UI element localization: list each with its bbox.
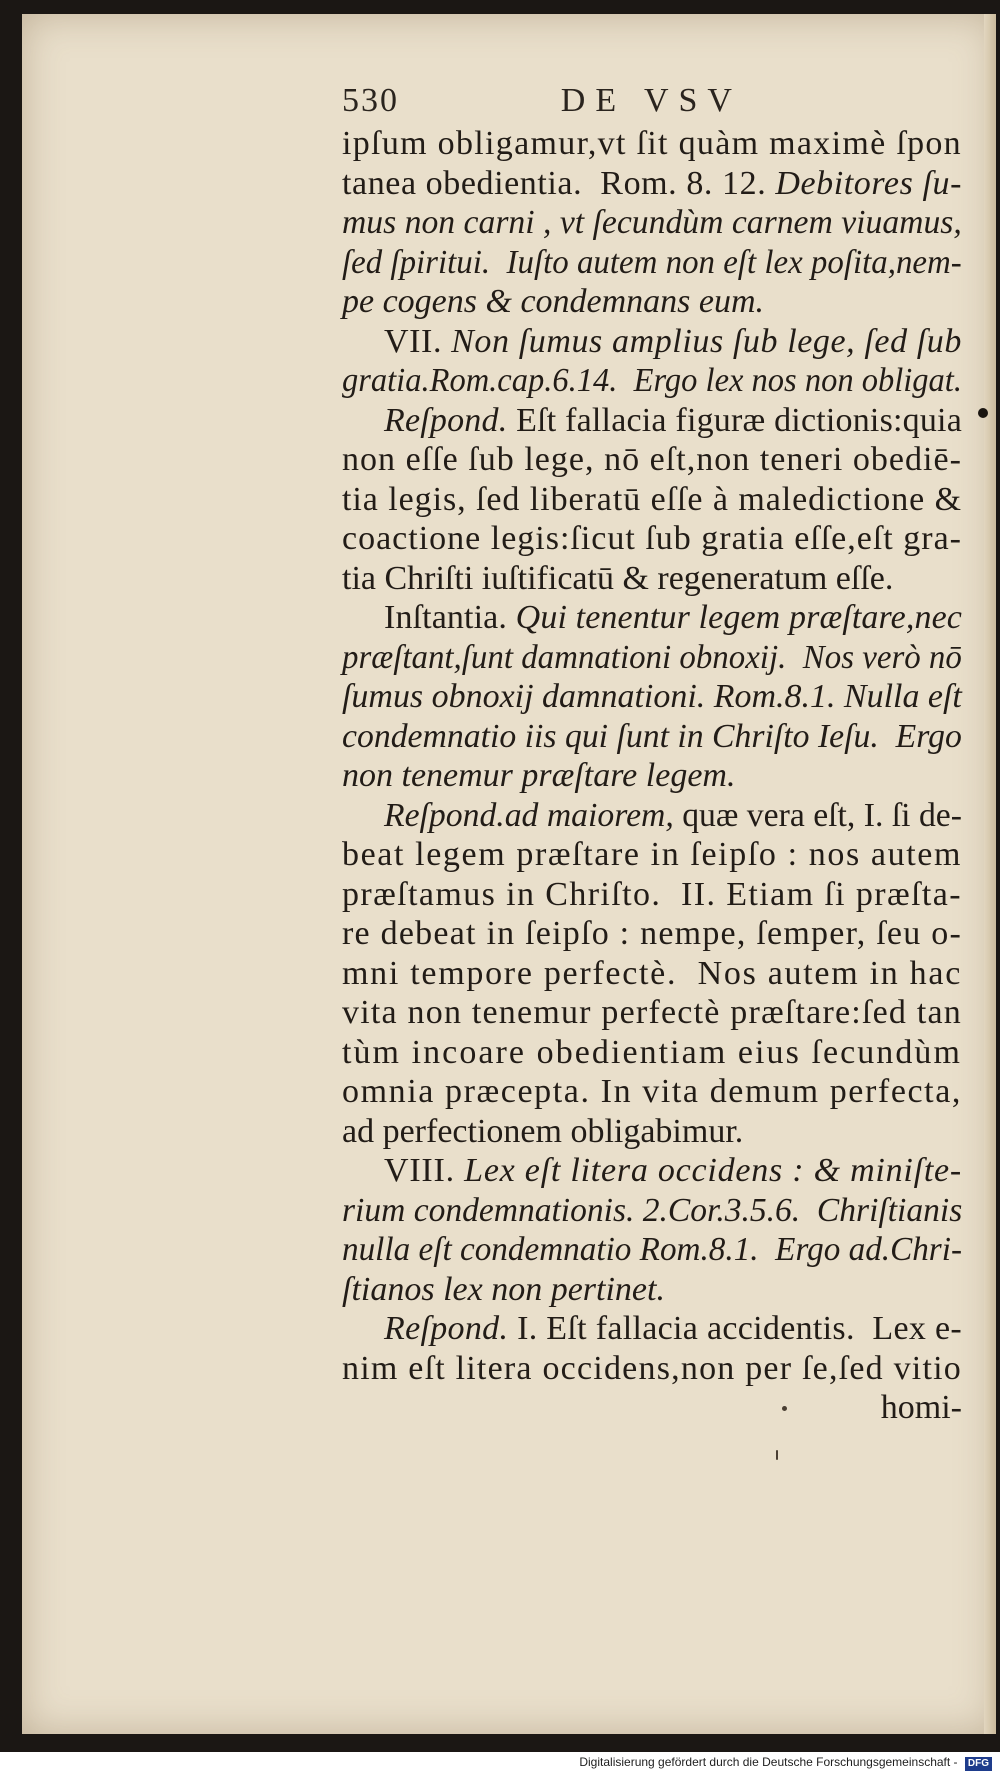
roman-text: ipſum obligamur,vt ſit quàm maximè ſpon — [342, 125, 962, 162]
roman-text: præſtamus in Chriſto. II. Etiam ſi præſta- — [342, 875, 962, 913]
text-line — [342, 361, 962, 401]
text-line — [342, 243, 962, 283]
text-line — [342, 164, 962, 204]
ink-speck — [782, 1406, 787, 1411]
roman-text: non eſſe ſub lege, nō eſt,non teneri obediē- — [342, 441, 962, 478]
roman-text: Eſt fallacia figuræ dictionis:quia — [507, 401, 963, 439]
text-line — [342, 401, 962, 441]
text-line — [342, 1191, 962, 1231]
line-content — [384, 1151, 962, 1191]
text-line — [342, 322, 962, 362]
italic-text: non tenemur præſtare legem. — [342, 757, 736, 794]
line-content — [342, 914, 962, 954]
italic-text: præſtant,ſunt damnationi obnoxij. Nos verò nō — [342, 638, 962, 676]
line-content — [342, 361, 962, 401]
roman-text: beat legem præſtare in ſeipſo : nos autem — [342, 836, 962, 873]
line-content — [384, 796, 962, 836]
line-content — [342, 677, 962, 717]
margin-mark — [978, 408, 988, 418]
line-content — [384, 401, 962, 441]
italic-text: Reſpond.ad maiorem, — [384, 796, 674, 834]
line-content — [342, 519, 962, 559]
roman-text: VII. — [384, 322, 452, 360]
page-number: 530 — [342, 82, 399, 119]
italic-text: ſed ſpiritui. Iuſto autem non eſt lex poſita,nem- — [342, 243, 962, 281]
line-content — [342, 559, 893, 599]
line-content — [342, 875, 962, 915]
line-content — [342, 756, 735, 796]
line-content — [342, 717, 962, 757]
text-line — [342, 993, 962, 1033]
text-line — [342, 1072, 962, 1112]
text-line — [342, 440, 962, 480]
text-line — [342, 1349, 962, 1389]
roman-text: tia legis, ſed liberatū eſſe à maledictione & — [342, 480, 962, 518]
text-line — [342, 203, 962, 243]
line-content — [342, 1191, 962, 1231]
italic-text: ſumus obnoxij damnationi. Rom.8.1. Nulla eſt — [342, 678, 962, 715]
roman-text: vita non tenemur perfectè præſtare:ſed tan — [342, 994, 962, 1031]
text-line — [342, 282, 962, 322]
roman-text: VIII. — [384, 1152, 465, 1189]
italic-text: Non ſumus amplius ſub lege, ſed ſub — [451, 322, 962, 360]
running-head: DE VSV — [560, 82, 742, 119]
roman-text: tanea obedientia. Rom. 8. 12. — [342, 164, 776, 202]
italic-text: nulla eſt condemnatio Rom.8.1. Ergo ad.Chri- — [342, 1231, 963, 1268]
italic-text: Reſpond. — [384, 1310, 509, 1347]
roman-text: Inſtantia. — [384, 599, 516, 636]
text-line — [342, 480, 962, 520]
line-content — [342, 124, 962, 164]
text-line — [342, 598, 962, 638]
roman-text: re debeat in ſeipſo : nempe, ſemper, ſeu o- — [342, 915, 962, 952]
text-line — [342, 796, 962, 836]
text-line — [342, 1270, 962, 1310]
italic-text: pe cogens & condemnans eum. — [342, 283, 765, 320]
line-content — [342, 835, 962, 875]
line-content — [342, 1230, 962, 1270]
line-content — [342, 243, 962, 283]
line-content — [342, 1270, 665, 1310]
italic-text: mus non carni , vt ſecundùm carnem viuamus, — [342, 204, 962, 241]
line-content — [384, 598, 962, 638]
line-content — [342, 1349, 962, 1389]
text-line — [342, 1033, 962, 1073]
italic-text: Reſpond. — [384, 401, 508, 439]
ink-speck — [776, 1450, 778, 1460]
footer-text: Digitalisierung gefördert durch die Deutsche Forschungsgemeinschaft - — [579, 1755, 958, 1769]
italic-text: ſtianos lex non pertinet. — [342, 1270, 665, 1308]
text-line — [342, 835, 962, 875]
line-content — [342, 480, 962, 520]
text-line — [342, 1112, 962, 1152]
italic-text: rium condemnationis. 2.Cor.3.5.6. Chriſtianis — [342, 1191, 963, 1229]
roman-text: nim eſt litera occidens,non per ſe,ſed vitio — [342, 1349, 962, 1387]
line-content — [342, 1033, 962, 1073]
line-content — [342, 954, 962, 994]
page-edge — [984, 14, 996, 1734]
page-header — [342, 82, 762, 120]
roman-text: tùm incoare obedientiam eius ſecundùm — [342, 1033, 962, 1071]
line-content — [881, 1388, 962, 1428]
text-line — [342, 124, 962, 164]
text-line — [342, 559, 962, 599]
roman-text: homi- — [880, 1389, 962, 1426]
text-line — [342, 756, 962, 796]
roman-text: tia Chriſti iuſtificatū & regeneratum eſſe. — [342, 559, 894, 597]
line-content — [342, 1072, 962, 1112]
italic-text: gratia.Rom.cap.6.14. Ergo lex nos non obligat. — [342, 362, 962, 399]
text-line — [342, 519, 962, 559]
line-content — [384, 322, 962, 362]
italic-text: Lex eſt litera occidens : & miniſte- — [464, 1152, 962, 1189]
text-line — [342, 638, 962, 678]
text-line — [342, 1151, 962, 1191]
line-content — [384, 1309, 962, 1349]
line-content — [342, 164, 962, 204]
text-line — [342, 954, 962, 994]
line-content — [342, 1112, 743, 1152]
roman-text: quæ vera eſt, I. ſi de- — [673, 796, 962, 834]
text-line — [342, 1230, 962, 1270]
text-line — [342, 717, 962, 757]
italic-text: Qui tenentur legem præſtare,nec — [515, 599, 963, 636]
dfg-logo: DFG — [965, 1757, 992, 1771]
line-content — [342, 993, 962, 1033]
text-line — [342, 1388, 962, 1428]
line-content — [342, 282, 764, 322]
roman-text: coactione legis:ſicut ſub gratia eſſe,eſt gra- — [342, 520, 962, 557]
italic-text: condemnatio iis qui ſunt in Chriſto Ieſu. Ergo — [342, 717, 962, 755]
text-line — [342, 677, 962, 717]
roman-text: omnia præcepta. In vita demum perfecta, — [342, 1073, 962, 1110]
roman-text: ad perfectionem obligabimur. — [342, 1112, 744, 1150]
body-text — [342, 124, 962, 1428]
text-line — [342, 914, 962, 954]
line-content — [342, 440, 962, 480]
line-content — [342, 638, 962, 678]
roman-text: mni tempore perfectè. Nos autem in hac — [342, 954, 962, 992]
digitization-footer — [0, 1752, 1000, 1773]
roman-text: I. Eſt fallacia accidentis. Lex e- — [508, 1310, 962, 1347]
text-line — [342, 1309, 962, 1349]
italic-text: Debitores ſu- — [775, 164, 962, 202]
text-line — [342, 875, 962, 915]
line-content — [342, 203, 962, 243]
